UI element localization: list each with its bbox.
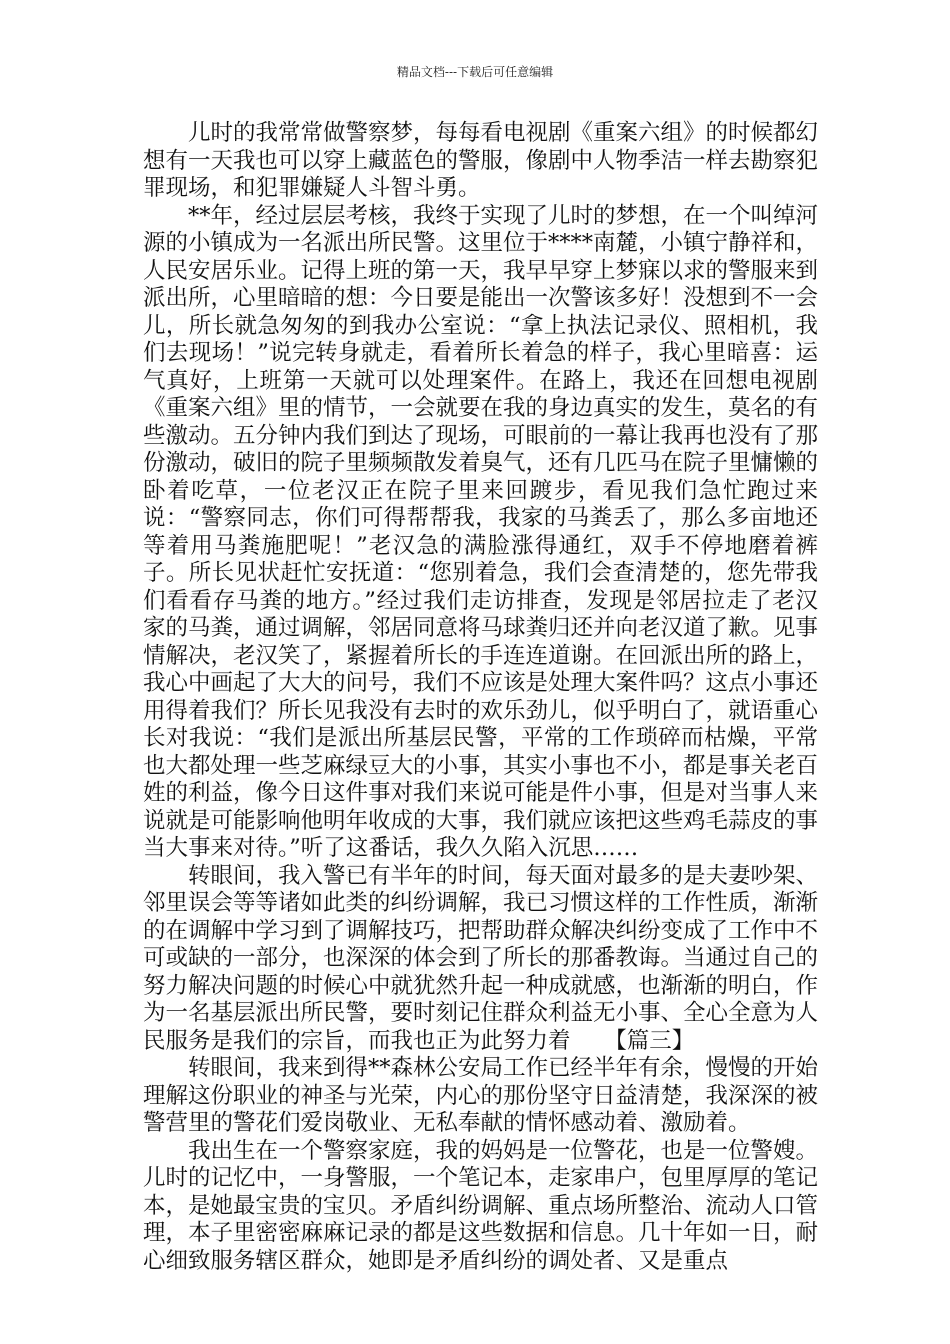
paragraph-4: 转眼间，我来到得**森林公安局工作已经半年有余，慢慢的开始理解这份职业的神圣与光荣，内心的那份坚守日益清楚，我深深的被警营里的警花们爱岗敬业、无私奉献的情怀感动着、激励着。 — [143, 1055, 819, 1136]
paragraph-5: 我出生在一个警察家庭，我的妈妈是一位警花，也是一位警嫂。儿时的记忆中，一身警服，一个笔记本，走家串户，包里厚厚的笔记本，是她最宝贵的宝贝。矛盾纠纷调解、重点场所整治、流动人口管理，本子里密密麻麻记录的都是这些数据和信息。几十年如一日，耐心细致服务辖区群众，她即是矛盾纠纷的调处者、又是重点 — [143, 1137, 819, 1274]
document-body — [143, 120, 818, 1275]
paragraph-2: **年，经过层层考核，我终于实现了儿时的梦想，在一个叫绰河源的小镇成为一名派出所民警。这里位于****南麓，小镇宁静祥和，人民安居乐业。记得上班的第一天，我早早穿上梦寐以求的警服来到派出所，心里暗暗的想：今日要是能出一次警该多好！没想到不一会儿，所长就急匆匆的到我办公室说：“拿上执法记录仪、照相机，我们去现场！”说完转身就走，看着所长着急的样子，我心里暗喜：运气真好，上班第一天就可以处理案件。在路上，我还在回想电视剧《重案六组》里的情节，一会就要在我的身边真实的发生，莫名的有些激动。五分钟内我们到达了现场，可眼前的一幕让我再也没有了那份激动，破旧的院子里频频散发着臭气，还有几匹马在院子里慵懒的卧着吃草，一位老汉正在院子里来回踱步，看见我们急忙跑过来说：“警察同志，你们可得帮帮我，我家的马粪丢了，那么多亩地还等着用马粪施肥呢！”老汉急的满脸涨得通红，双手不停地磨着裤子。所长见状赶忙安抚道：“您别着急，我们会查清楚的，您先带我们看看存马粪的地方。”经过我们走访排查，发现是邻居拉走了老汉家的马粪，通过调解，邻居同意将马球粪归还并向老汉道了歉。见事情解决，老汉笑了，紧握着所长的手连连道谢。在回派出所的路上，我心中画起了大大的问号，我们不应该是处理大案件吗？这点小事还用得着我们？所长见我没有去时的欢乐劲儿，似乎明白了，就语重心长对我说：“我们是派出所基层民警，平常的工作琐碎而枯燥，平常也大都处理一些芝麻绿豆大的小事，其实小事也不小，都是事关老百姓的利益，像今日这件事对我们来说可能是件小事，但是对当事人来说就是可能影响他明年收成的大事，我们就应该把这些鸡毛蒜皮的事当大事来对待。”听了这番话，我久久陷入沉思…… — [143, 202, 819, 861]
paragraph-3: 转眼间，我入警已有半年的时间，每天面对最多的是夫妻吵架、邻里误会等等诸如此类的纠纷调解，我已习惯这样的工作性质，渐渐的在调解中学习到了调解技巧，把帮助群众解决纠纷变成了工作中不可或缺的一部分，也深深的体会到了所长的那番教诲。当通过自己的努力解决问题的时候心中就犹然升起一种成就感，也渐渐的明白，作为一名基层派出所民警，要时刻记住群众利益无小事、全心全意为人民服务是我们的宗旨，而我也正为此努力着 【篇三】 — [143, 862, 819, 1054]
paragraph-1: 儿时的我常常做警察梦，每每看电视剧《重案六组》的时候都幻想有一天我也可以穿上藏蓝色的警服，像剧中人物季洁一样去勘察犯罪现场，和犯罪嫌疑人斗智斗勇。 — [143, 120, 819, 201]
page-header: 精品文档---下载后可任意编辑 — [396, 65, 554, 79]
